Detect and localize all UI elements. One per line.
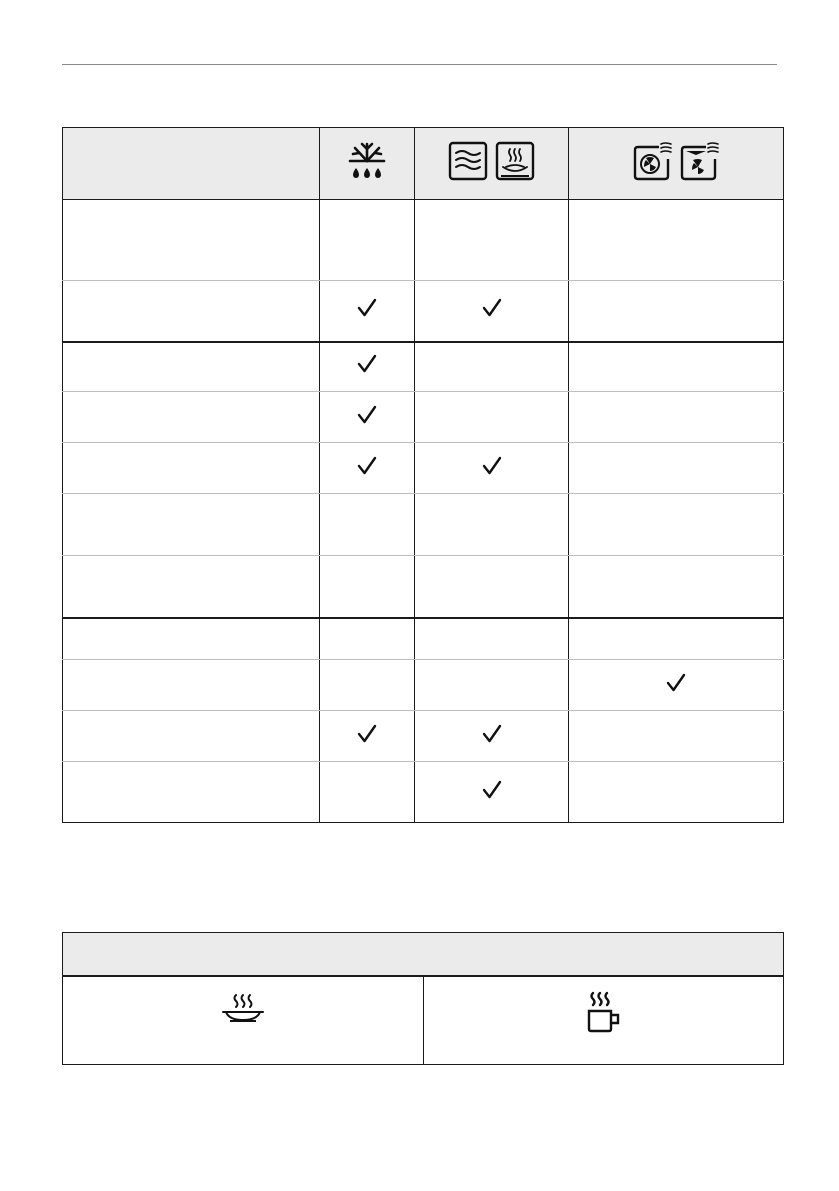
defrost-cell [320,660,415,711]
reheat-cell [415,200,569,281]
check-mark-icon [357,724,377,744]
defrost-cell [320,762,415,823]
defrost-cell [320,392,415,443]
check-mark-icon [357,354,377,374]
snowflake-thaw-icon [346,140,388,182]
defrost-cell [320,281,415,342]
heat-table-header [63,933,784,977]
table-row [63,762,784,823]
fan-heat-icon [633,141,673,181]
row-label-cell [63,618,320,660]
fan-cell [569,618,784,660]
check-mark-icon [357,405,377,425]
row-label-cell [63,443,320,494]
defrost-cell [320,494,415,556]
plate-cell [63,976,424,1065]
fan-cell [569,762,784,823]
reheat-cell [415,443,569,494]
defrost-cell [320,342,415,392]
top-divider [62,64,777,65]
check-mark-icon [482,724,502,744]
table-row [63,281,784,342]
reheat-cell [415,711,569,762]
defrost-cell [320,443,415,494]
fan-cell [569,392,784,443]
row-label-cell [63,281,320,342]
microwave-waves-icon [448,141,488,181]
check-mark-icon [357,456,377,476]
defrost-cell [320,711,415,762]
reheat-cell [415,494,569,556]
row-label-cell [63,556,320,618]
header-blank-cell [63,128,320,200]
check-mark-icon [666,673,686,693]
row-label-cell [63,342,320,392]
table-row [63,342,784,392]
table-row [63,556,784,618]
table-row [63,711,784,762]
header-fan-cell [569,128,784,200]
reheat-cell [415,660,569,711]
table-row [63,200,784,281]
row-label-cell [63,200,320,281]
check-mark-icon [482,298,502,318]
heat-table [62,932,784,1065]
fan-cell [569,443,784,494]
function-table-header [63,128,784,200]
fan-cell [569,200,784,281]
check-mark-icon [482,780,502,800]
reheat-cell [415,618,569,660]
heat-table-row [63,976,784,1065]
table-row [63,618,784,660]
row-label-cell [63,762,320,823]
defrost-cell [320,556,415,618]
fan-top-heat-icon [680,141,720,181]
fan-cell [569,281,784,342]
cup-cell [424,976,784,1065]
hot-cup-icon [585,991,623,1033]
reheat-cell [415,281,569,342]
check-mark-icon [482,456,502,476]
plate-steam-icon [220,993,266,1023]
fan-cell [569,711,784,762]
table-row [63,494,784,556]
reheat-cell [415,556,569,618]
header-defrost-cell [320,128,415,200]
fan-cell [569,494,784,556]
row-label-cell [63,660,320,711]
defrost-cell [320,618,415,660]
check-mark-icon [357,298,377,318]
function-table [62,127,784,823]
defrost-cell [320,200,415,281]
fan-cell [569,556,784,618]
row-label-cell [63,392,320,443]
plate-steam-icon [495,141,535,181]
table-row [63,660,784,711]
reheat-cell [415,392,569,443]
fan-cell [569,660,784,711]
header-reheat-cell [415,128,569,200]
reheat-cell [415,342,569,392]
fan-cell [569,342,784,392]
table-row [63,443,784,494]
row-label-cell [63,494,320,556]
table-row [63,392,784,443]
row-label-cell [63,711,320,762]
heat-table-header-cell [63,933,784,977]
reheat-cell [415,762,569,823]
